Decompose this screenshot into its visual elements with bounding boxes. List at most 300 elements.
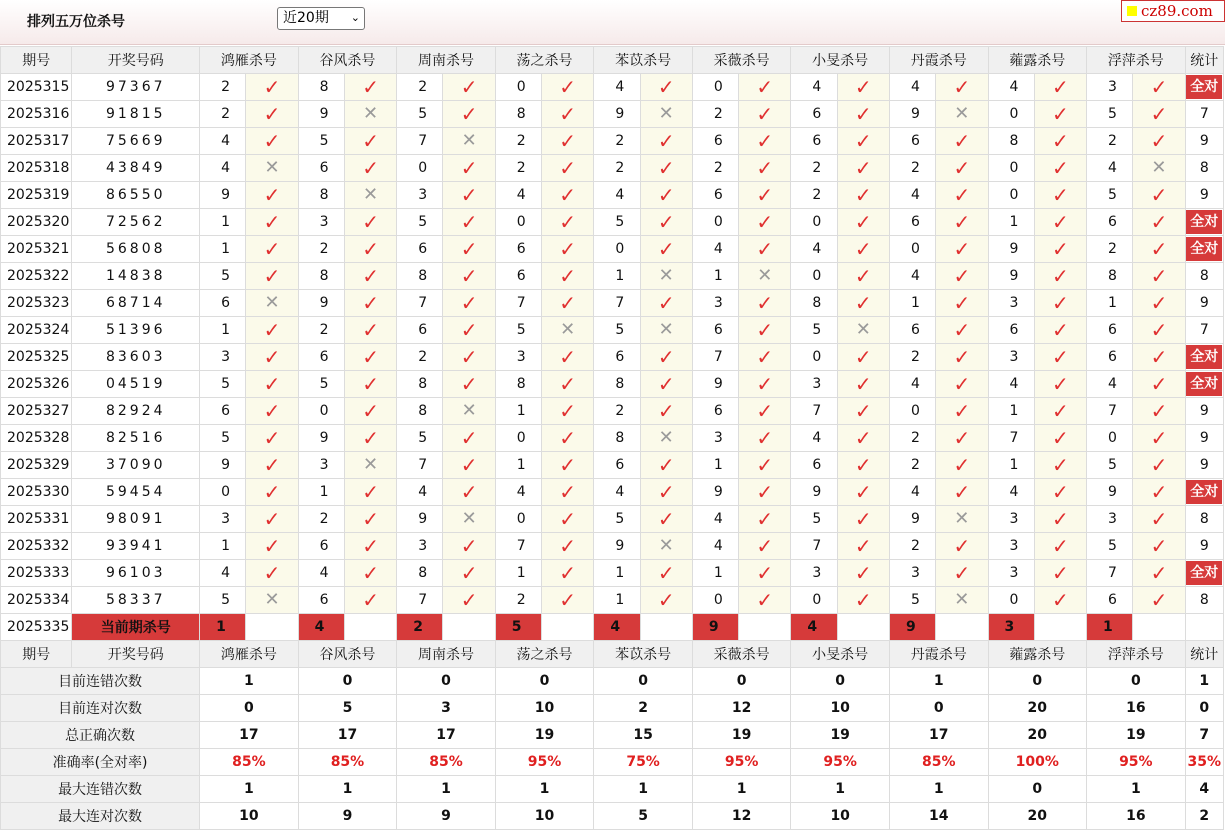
cross-icon: ✕ xyxy=(658,103,674,124)
table-row xyxy=(1,101,1224,128)
kill-number: 6 xyxy=(397,236,443,263)
check-icon: ✓ xyxy=(756,128,774,153)
kill-number: 5 xyxy=(594,209,640,236)
result-mark xyxy=(640,155,692,182)
row-total xyxy=(1185,290,1223,317)
stats-value: 0 xyxy=(200,695,299,722)
check-icon: ✓ xyxy=(756,452,774,477)
kill-number: 2 xyxy=(889,533,935,560)
issue-cell: 2025326 xyxy=(1,371,72,398)
stats-value: 15 xyxy=(594,722,693,749)
table-row xyxy=(1,425,1224,452)
result-mark xyxy=(344,101,396,128)
result-mark xyxy=(246,398,298,425)
kill-number: 0 xyxy=(495,209,541,236)
result-mark xyxy=(344,533,396,560)
kill-number: 6 xyxy=(200,290,246,317)
kill-number: 3 xyxy=(791,560,837,587)
result-mark xyxy=(443,101,495,128)
kill-number: 9 xyxy=(889,101,935,128)
check-icon: ✓ xyxy=(1150,587,1168,612)
issue-cell: 2025328 xyxy=(1,425,72,452)
kill-number: 6 xyxy=(594,344,640,371)
table-row xyxy=(1,587,1224,614)
result-mark xyxy=(1034,236,1086,263)
kill-number: 1 xyxy=(594,263,640,290)
check-icon: ✓ xyxy=(460,290,478,315)
check-icon: ✓ xyxy=(854,263,872,288)
check-icon: ✓ xyxy=(460,560,478,585)
result-mark xyxy=(542,560,594,587)
kill-number: 8 xyxy=(791,290,837,317)
kill-number: 5 xyxy=(298,371,344,398)
check-icon: ✓ xyxy=(854,533,872,558)
check-icon: ✓ xyxy=(263,236,281,261)
check-icon: ✓ xyxy=(1150,398,1168,423)
correct-count: 9 xyxy=(1199,187,1209,203)
header-expert: 丹霞杀号 xyxy=(889,47,988,74)
result-mark xyxy=(1034,128,1086,155)
result-mark xyxy=(1034,398,1086,425)
check-icon: ✓ xyxy=(263,74,281,99)
result-mark xyxy=(837,560,889,587)
check-icon: ✓ xyxy=(559,479,577,504)
kill-number: 0 xyxy=(397,155,443,182)
result-mark xyxy=(739,479,791,506)
issue-cell: 2025330 xyxy=(1,479,72,506)
kill-number: 1 xyxy=(298,479,344,506)
header-expert: 苯苡杀号 xyxy=(594,641,693,668)
check-icon: ✓ xyxy=(559,236,577,261)
table-row xyxy=(1,560,1224,587)
check-icon: ✓ xyxy=(1150,533,1168,558)
kill-number: 4 xyxy=(791,425,837,452)
row-total xyxy=(1185,533,1223,560)
stats-value: 10 xyxy=(791,695,890,722)
result-mark xyxy=(1133,533,1185,560)
kill-number: 5 xyxy=(1087,101,1133,128)
kill-number: 2 xyxy=(1087,128,1133,155)
cross-icon: ✕ xyxy=(954,508,970,529)
result-mark xyxy=(640,533,692,560)
table-row xyxy=(1,74,1224,101)
kill-number: 2 xyxy=(692,155,738,182)
kill-number: 1 xyxy=(988,452,1034,479)
stats-value: 85% xyxy=(298,749,397,776)
result-mark xyxy=(344,236,396,263)
result-mark xyxy=(344,74,396,101)
kill-number: 9 xyxy=(298,101,344,128)
check-icon: ✓ xyxy=(362,398,379,423)
result-mark xyxy=(344,182,396,209)
check-icon: ✓ xyxy=(1150,506,1168,531)
row-total xyxy=(1185,209,1223,236)
issue-cell: 2025316 xyxy=(1,101,72,128)
kill-number: 6 xyxy=(889,317,935,344)
result-mark xyxy=(443,398,495,425)
result-mark xyxy=(246,425,298,452)
check-icon: ✓ xyxy=(854,452,872,477)
kill-number: 2 xyxy=(692,101,738,128)
result-mark xyxy=(739,236,791,263)
check-icon: ✓ xyxy=(263,506,281,531)
draw-numbers: 58337 xyxy=(72,587,200,614)
kill-number: 0 xyxy=(988,101,1034,128)
check-icon: ✓ xyxy=(854,236,872,261)
header-numbers: 开奖号码 xyxy=(72,641,200,668)
result-mark xyxy=(246,101,298,128)
kill-number: 0 xyxy=(988,182,1034,209)
kill-number: 6 xyxy=(692,398,738,425)
result-mark xyxy=(1133,290,1185,317)
kill-number: 2 xyxy=(298,236,344,263)
result-mark xyxy=(739,128,791,155)
kill-number: 3 xyxy=(988,344,1034,371)
kill-number: 3 xyxy=(988,533,1034,560)
result-mark xyxy=(1133,587,1185,614)
check-icon: ✓ xyxy=(756,398,774,423)
correct-count: 9 xyxy=(1199,538,1209,554)
row-total xyxy=(1185,236,1223,263)
result-mark xyxy=(542,128,594,155)
kill-number: 7 xyxy=(397,128,443,155)
current-kill-number: 3 xyxy=(988,614,1034,641)
result-mark xyxy=(837,182,889,209)
kill-number: 9 xyxy=(298,290,344,317)
check-icon: ✓ xyxy=(657,587,675,612)
check-icon: ✓ xyxy=(953,74,971,99)
result-mark xyxy=(936,263,988,290)
row-total xyxy=(1185,182,1223,209)
check-icon: ✓ xyxy=(953,236,971,261)
check-icon: ✓ xyxy=(657,182,675,207)
kill-number: 0 xyxy=(988,587,1034,614)
site-logo[interactable] xyxy=(1121,0,1225,22)
issue-cell: 2025324 xyxy=(1,317,72,344)
draw-numbers: 75669 xyxy=(72,128,200,155)
result-mark xyxy=(936,425,988,452)
result-mark xyxy=(640,587,692,614)
stats-value: 95% xyxy=(791,749,890,776)
current-blank xyxy=(936,614,988,641)
result-mark xyxy=(837,128,889,155)
kill-number: 2 xyxy=(1087,236,1133,263)
check-icon: ✓ xyxy=(953,398,971,423)
check-icon: ✓ xyxy=(953,344,971,369)
result-mark xyxy=(936,182,988,209)
result-mark xyxy=(837,344,889,371)
result-mark xyxy=(1034,533,1086,560)
draw-numbers: 93941 xyxy=(72,533,200,560)
result-mark xyxy=(837,263,889,290)
stats-total: 7 xyxy=(1185,722,1223,749)
result-mark xyxy=(739,425,791,452)
kill-number: 7 xyxy=(988,425,1034,452)
kill-number: 5 xyxy=(397,209,443,236)
result-mark xyxy=(936,74,988,101)
cross-icon: ✕ xyxy=(855,319,871,340)
stats-value: 0 xyxy=(397,668,496,695)
row-total xyxy=(1185,317,1223,344)
header-expert: 谷风杀号 xyxy=(298,47,397,74)
result-mark xyxy=(443,128,495,155)
header-expert: 鸿雁杀号 xyxy=(200,641,299,668)
stats-label: 总正确次数 xyxy=(1,722,200,749)
kill-number: 6 xyxy=(988,317,1034,344)
current-kill-number: 1 xyxy=(1087,614,1133,641)
stats-value: 75% xyxy=(594,749,693,776)
header-expert: 周南杀号 xyxy=(397,47,496,74)
result-mark xyxy=(246,128,298,155)
row-total xyxy=(1185,587,1223,614)
current-blank xyxy=(443,614,495,641)
kill-number: 4 xyxy=(889,74,935,101)
kill-number: 7 xyxy=(692,344,738,371)
result-mark xyxy=(443,290,495,317)
kill-number: 2 xyxy=(889,425,935,452)
kill-number: 6 xyxy=(1087,587,1133,614)
table-row xyxy=(1,533,1224,560)
row-total xyxy=(1185,452,1223,479)
result-mark xyxy=(542,344,594,371)
result-mark xyxy=(739,560,791,587)
kill-number: 6 xyxy=(594,452,640,479)
kill-number: 5 xyxy=(1087,533,1133,560)
kill-number: 6 xyxy=(495,236,541,263)
cross-icon: ✕ xyxy=(1151,157,1167,178)
check-icon: ✓ xyxy=(854,587,872,612)
kill-number: 2 xyxy=(298,317,344,344)
row-total xyxy=(1185,371,1223,398)
issue-cell: 2025318 xyxy=(1,155,72,182)
kill-number: 0 xyxy=(988,155,1034,182)
kill-number: 3 xyxy=(397,533,443,560)
kill-number: 9 xyxy=(988,236,1034,263)
check-icon: ✓ xyxy=(854,155,872,180)
check-icon: ✓ xyxy=(1150,290,1168,315)
check-icon: ✓ xyxy=(263,128,281,153)
result-mark xyxy=(344,425,396,452)
result-mark xyxy=(443,425,495,452)
draw-numbers: 91815 xyxy=(72,101,200,128)
result-mark xyxy=(837,479,889,506)
table-row xyxy=(1,317,1224,344)
result-mark xyxy=(542,263,594,290)
kill-number: 4 xyxy=(988,479,1034,506)
check-icon: ✓ xyxy=(953,263,971,288)
header-expert: 采薇杀号 xyxy=(692,47,791,74)
result-mark xyxy=(936,128,988,155)
result-mark xyxy=(1034,182,1086,209)
check-icon: ✓ xyxy=(1052,155,1069,180)
check-icon: ✓ xyxy=(263,209,281,234)
current-blank xyxy=(1133,614,1185,641)
header-expert: 小旻杀号 xyxy=(791,47,890,74)
check-icon: ✓ xyxy=(1150,101,1168,126)
result-mark xyxy=(1034,101,1086,128)
result-mark xyxy=(640,506,692,533)
result-mark xyxy=(246,290,298,317)
kill-number: 1 xyxy=(988,209,1034,236)
result-mark xyxy=(1133,236,1185,263)
result-mark xyxy=(640,560,692,587)
kill-number: 2 xyxy=(495,128,541,155)
result-mark xyxy=(936,506,988,533)
kill-number: 9 xyxy=(298,425,344,452)
kill-number: 5 xyxy=(889,587,935,614)
kill-number: 1 xyxy=(594,560,640,587)
result-mark xyxy=(1133,506,1185,533)
kill-number: 2 xyxy=(495,155,541,182)
kill-number: 0 xyxy=(495,74,541,101)
row-total xyxy=(1185,74,1223,101)
check-icon: ✓ xyxy=(953,209,971,234)
check-icon: ✓ xyxy=(756,479,774,504)
correct-count: 8 xyxy=(1199,160,1209,176)
stats-value: 12 xyxy=(692,803,791,830)
period-select[interactable] xyxy=(277,7,365,30)
kill-number: 9 xyxy=(988,263,1034,290)
stats-value: 10 xyxy=(791,803,890,830)
issue-cell: 2025332 xyxy=(1,533,72,560)
result-mark xyxy=(443,74,495,101)
result-mark xyxy=(1034,155,1086,182)
kill-number: 4 xyxy=(791,74,837,101)
check-icon: ✓ xyxy=(263,101,281,126)
correct-count: 9 xyxy=(1199,457,1209,473)
kill-number: 2 xyxy=(397,344,443,371)
result-mark xyxy=(443,236,495,263)
check-icon: ✓ xyxy=(559,371,577,396)
check-icon: ✓ xyxy=(263,182,281,207)
kill-number: 6 xyxy=(692,128,738,155)
kill-number: 8 xyxy=(397,398,443,425)
result-mark xyxy=(640,452,692,479)
result-mark xyxy=(936,533,988,560)
result-mark xyxy=(936,452,988,479)
check-icon: ✓ xyxy=(854,290,872,315)
check-icon: ✓ xyxy=(756,371,774,396)
kill-number: 4 xyxy=(889,371,935,398)
check-icon: ✓ xyxy=(460,182,478,207)
kill-number: 2 xyxy=(791,182,837,209)
top-bar xyxy=(0,0,1225,45)
row-total xyxy=(1185,398,1223,425)
check-icon: ✓ xyxy=(1052,209,1069,234)
all-correct-badge: 全对 xyxy=(1186,210,1222,234)
issue-cell: 2025322 xyxy=(1,263,72,290)
stats-total: 35% xyxy=(1185,749,1223,776)
check-icon: ✓ xyxy=(1052,344,1069,369)
kill-number: 5 xyxy=(200,587,246,614)
stats-value: 0 xyxy=(692,668,791,695)
stats-value: 1 xyxy=(692,776,791,803)
check-icon: ✓ xyxy=(460,263,478,288)
kill-number: 4 xyxy=(200,128,246,155)
stats-value: 1 xyxy=(889,668,988,695)
result-mark xyxy=(344,452,396,479)
check-icon: ✓ xyxy=(756,317,774,342)
kill-number: 8 xyxy=(298,263,344,290)
check-icon: ✓ xyxy=(854,425,872,450)
kill-number: 0 xyxy=(594,236,640,263)
check-icon: ✓ xyxy=(1150,209,1168,234)
current-kill-number: 5 xyxy=(495,614,541,641)
kill-number: 0 xyxy=(791,263,837,290)
header-expert: 荡之杀号 xyxy=(495,47,594,74)
header-expert: 周南杀号 xyxy=(397,641,496,668)
result-mark xyxy=(936,560,988,587)
current-issue: 2025335 xyxy=(1,614,72,641)
result-mark xyxy=(1133,263,1185,290)
result-mark xyxy=(739,452,791,479)
check-icon: ✓ xyxy=(953,182,971,207)
check-icon: ✓ xyxy=(1052,425,1069,450)
issue-cell: 2025327 xyxy=(1,398,72,425)
result-mark xyxy=(640,479,692,506)
check-icon: ✓ xyxy=(362,236,379,261)
check-icon: ✓ xyxy=(1150,371,1168,396)
table-row xyxy=(1,209,1224,236)
table-row xyxy=(1,155,1224,182)
all-correct-badge: 全对 xyxy=(1186,372,1222,396)
cross-icon: ✕ xyxy=(461,130,477,151)
kill-number: 9 xyxy=(594,101,640,128)
check-icon: ✓ xyxy=(1052,587,1069,612)
result-mark xyxy=(1133,560,1185,587)
kill-number: 6 xyxy=(791,128,837,155)
result-mark xyxy=(1133,398,1185,425)
check-icon: ✓ xyxy=(1052,74,1069,99)
check-icon: ✓ xyxy=(854,74,872,99)
kill-number: 7 xyxy=(1087,398,1133,425)
result-mark xyxy=(246,587,298,614)
kill-number: 6 xyxy=(298,533,344,560)
check-icon: ✓ xyxy=(854,101,872,126)
result-mark xyxy=(837,317,889,344)
kill-number: 6 xyxy=(692,317,738,344)
result-mark xyxy=(1034,317,1086,344)
result-mark xyxy=(936,479,988,506)
kill-number: 6 xyxy=(1087,344,1133,371)
check-icon: ✓ xyxy=(362,371,379,396)
kill-number: 4 xyxy=(594,74,640,101)
result-mark xyxy=(936,344,988,371)
check-icon: ✓ xyxy=(362,479,379,504)
result-mark xyxy=(542,479,594,506)
check-icon: ✓ xyxy=(460,587,478,612)
result-mark xyxy=(1034,74,1086,101)
check-icon: ✓ xyxy=(953,155,971,180)
check-icon: ✓ xyxy=(657,506,675,531)
issue-cell: 2025315 xyxy=(1,74,72,101)
result-mark xyxy=(837,371,889,398)
row-total xyxy=(1185,263,1223,290)
result-mark xyxy=(640,101,692,128)
kill-number: 0 xyxy=(791,344,837,371)
check-icon: ✓ xyxy=(460,317,478,342)
kill-number: 5 xyxy=(495,317,541,344)
result-mark xyxy=(246,209,298,236)
kill-number: 3 xyxy=(791,371,837,398)
issue-cell: 2025319 xyxy=(1,182,72,209)
header-issue: 期号 xyxy=(1,641,72,668)
check-icon: ✓ xyxy=(362,344,379,369)
table-row xyxy=(1,128,1224,155)
kill-number: 7 xyxy=(791,398,837,425)
cross-icon: ✕ xyxy=(264,589,280,610)
kill-number: 0 xyxy=(200,479,246,506)
